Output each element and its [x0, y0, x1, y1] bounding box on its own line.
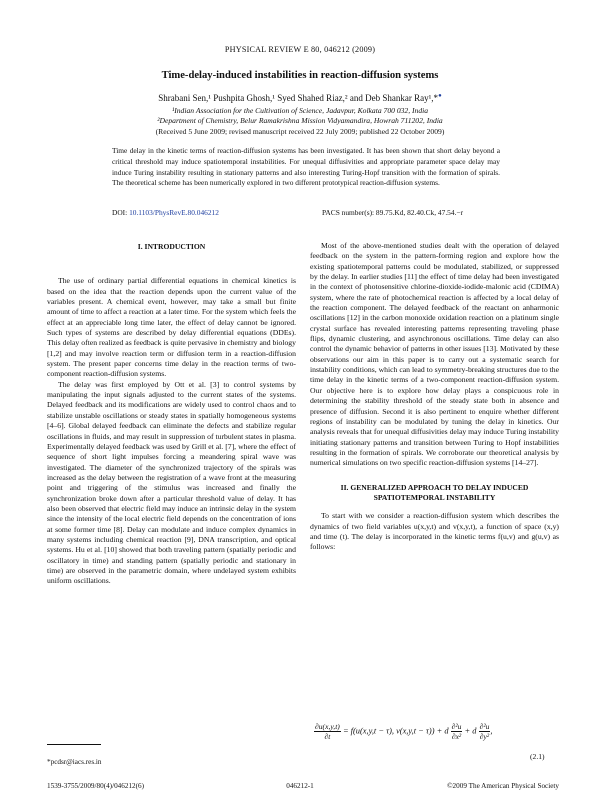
affiliation-2: ²Department of Chemistry, Belur Ramakrishna Mission Vidyamandira, Howrah 711202, India [157, 116, 443, 125]
intro-paragraph-1: The use of ordinary partial differential equations in chemical kinetics is based on the idea that the reaction depends upon the current value of the variables present. A chemical event, however, may take a small but finite amount of time to affect a reaction at a later time. For the system which feels the effect at an appreciable long time later, the effect of delay cannot be ignored. Such types of systems are described by delay differential equations (DDEs). This delay often realized as feedback is quite pervasive in chemistry and biology [1,2] and may involve reaction term or diffusion term in a reaction-diffusion system. The present paper concerns time delay in the reaction terms of two-component reaction-diffusion systems. [47, 276, 296, 379]
paper-title: Time-delay-induced instabilities in reaction-diffusion systems [161, 70, 439, 81]
footer-copyright: ©2009 The American Physical Society [447, 782, 559, 790]
right-column [310, 241, 559, 553]
section-heading-introduction: I. INTRODUCTION [137, 242, 206, 251]
section2-heading-line2: SPATIOTEMPORAL INSTABILITY [373, 492, 496, 502]
footnote-rule [47, 744, 101, 745]
eq-lhs-den: ∂t [324, 732, 331, 741]
footer-issn: 1539-3755/2009/80(4)/046212(6) [47, 782, 145, 790]
doi-line [112, 208, 500, 217]
intro-paragraph-3: Most of the above-mentioned studies dealt with the operation of delayed feedback on the system in the pattern-forming region and explore how the existing spatiotemporal patterns could be modulated, stabilized, or suppressed by the delay. In earlier studies [11] the effect of time delay had been investigated in the context of photosensitive chlorine-dioxide-iodide-malonic acid (CDIMA) system, where the rate of photochemical reaction is affected by a local delay of the reaction component. The delayed feedback of the reactant on anharmonic oscillations [12] in the carbon monoxide oxidation reaction on a platinum single crystal surface has revealed interesting patterns representing traveling phase flips, dynamic clustering, and asynchronous oscillations. Time delay can also control the dynamic behavior of patterns in other issues [13]. Motivated by these observations our aim in this paper is to carry out a systematic search for instability conditions, which can lead to symmetry-breaking structures due to the time delay in the kinetic terms of a two-component reaction-diffusion system. Our objective here is to explore how delay plays a conspicuous role in determining the stability threshold of the steady state both in absence and presence of diffusion. Second it is also pertinent to enquire whether different regions of instability can be modulated by tuning the delay in kinetics. Our analysis reveals that for unequal diffusivities delay may induce Turing instability initiating stationary patterns and transition between Turing to Hopf instabilities resulting in the formation of spirals. We corroborate our theoretical analysis by numerical simulations on two specific reaction-diffusion systems [14–27]. [310, 241, 559, 468]
section2-paragraph-1: To start with we consider a reaction-diffusion system which describes the dynamics of two field variables u(x,y,t) and v(x,y,t), a function of space (x,y) and time (t). The delay is incorporated in the kinetic terms f(u,v) and g(u,v) as follows: [310, 511, 559, 552]
eq-rhs-main: = f(u(x,y,t − τ), v(x,y,t − τ)) + d [342, 726, 449, 736]
eq-term1 [451, 722, 463, 741]
doi-link[interactable]: 10.1103/PhysRevE.80.046212 [129, 208, 219, 217]
section2-heading-line1: II. GENERALIZED APPROACH TO DELAY INDUCED [340, 482, 529, 492]
eq-lhs [314, 722, 341, 741]
doi-label: DOI: [112, 208, 128, 217]
orcid-marker-icon[interactable]: ● [438, 93, 442, 99]
eq-term2-num: ∂²u [479, 722, 490, 731]
eq-term2-den: ∂y² [479, 732, 490, 741]
running-head: PHYSICAL REVIEW E 80, 046212 (2009) [224, 45, 376, 54]
abstract: Time delay in the kinetic terms of reaction-diffusion systems has been investigated. It has been shown that short delay beyond a critical threshold may induce spatiotemporal instabilities. For unequal diffusivities and appropriate parameter space delay may induce Turing instability resulting in stationary patterns and also interesting Turing-Hopf transition with the formation of spirals. The theoretical scheme has been numerically explored in two different prototypical reaction-diffusion systems. [112, 146, 500, 188]
received-dates: (Received 5 June 2009; revised manuscript received 22 July 2009; published 22 October 2009) [155, 127, 445, 136]
footnote-email[interactable]: *pcdsr@iacs.res.in [47, 758, 102, 766]
footer-page-id: 046212-1 [286, 782, 314, 790]
pacs-numbers: PACS number(s): 89.75.Kd, 82.40.Ck, 47.54.−r [322, 208, 464, 217]
equation-number: (2.1) [530, 752, 545, 761]
left-column [47, 242, 296, 587]
eq-tail: , [490, 726, 493, 736]
eq-term1-num: ∂²u [451, 722, 462, 731]
affiliation-1: ¹Indian Association for the Cultivation of Science, Jadavpur, Kolkata 700 032, India [171, 106, 429, 115]
eq-plus-d: + d [464, 726, 477, 736]
author-list [0, 93, 600, 103]
intro-paragraph-2: The delay was first employed by Ott et al. [3] to control systems by manipulating the input signals adjusted to the current states of the systems. Delayed feedback and its modifications are widely used to control chaos and to stabilize unstable oscillations or steady states in spatially homogeneous systems [4–6]. Global delayed feedback can eliminate the defects and stabilize regular oscillations in fluids, and may result in suppression of turbulent states in plasma. Experimentally delayed feedback was used by Grill et al. [7], where the effect of sequence of short light impulses forcing a meandering spiral wave was investigated. The diameter of the synchronized trajectory of the spirals was increased as the delay between the registration of a wave front at the measuring point and triggering of the stimulus was increased and finally the synchronization broke down after a particular threshold value of delay. It has also been observed that electric field may induce an intrinsic delay in the system since the intensity of the local electric field depends on the concentration of ions at some former time [8]. Delay can modulate and induce complex dynamics in many systems including chemical reaction [9], DNA transcription, and optical systems. Hu et al. [10] showed that both traveling pattern (spatially periodic and oscillatory in time) and standing pattern (spatially periodic and stationary in time) are observed in the parametric domain, where undelayed system exhibits uniform oscillations. [47, 379, 296, 586]
equation-2-1 [314, 722, 559, 754]
section-heading-generalized-approach [310, 483, 559, 504]
authors-text: Shrabani Sen,¹ Pushpita Ghosh,¹ Syed Shahed Riaz,² and Deb Shankar Ray¹,* [158, 93, 439, 103]
eq-term1-den: ∂x² [451, 732, 462, 741]
eq-term2 [479, 722, 491, 741]
eq-lhs-num: ∂u(x,y,t) [315, 722, 340, 731]
